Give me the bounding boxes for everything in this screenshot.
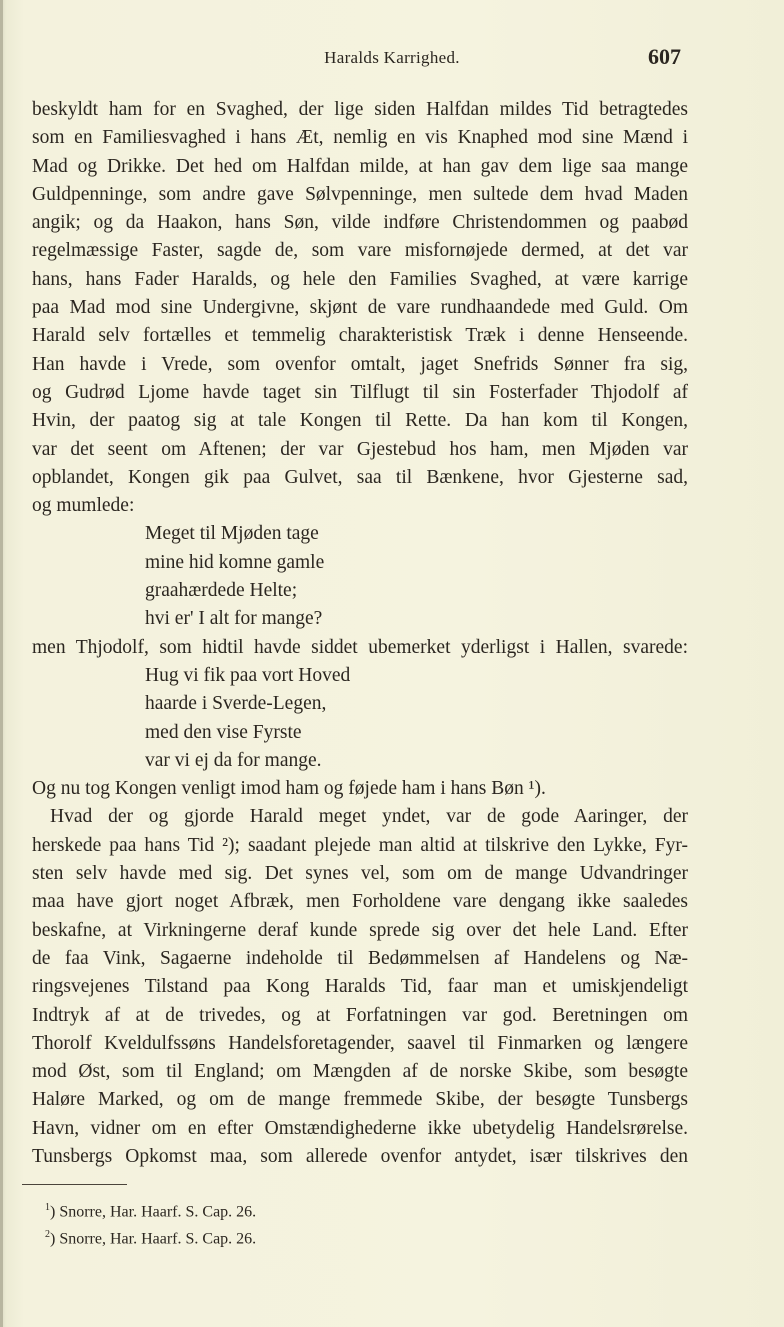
verse-line: var vi ej da for mange.	[145, 749, 322, 771]
footnote-mark: 2	[45, 1229, 50, 1240]
text-line: paa Mad mod sine Undergivne, skjønt de vare rundhaandede med Guld. Om	[32, 297, 688, 319]
text-line: ringsvejenes Tilstand paa Kong Haralds Tid, faar man et umiskjendeligt	[32, 976, 688, 998]
page-number: 607	[648, 44, 681, 69]
text-line: var det seent om Aftenen; der var Gjestebud hos ham, men Mjøden var	[32, 438, 688, 460]
text-line: Guldpenninge, som andre gave Sølvpenninge, men sultede dem hvad Maden	[32, 183, 688, 205]
footnote-text: ) Snorre, Har. Haarf. S. Cap. 26.	[50, 1203, 257, 1221]
text-line: Thorolf Kveldulfssøns Handelsforetagender, saavel til Finmarken og længere	[32, 1032, 688, 1054]
footnote-2	[45, 1229, 256, 1248]
text-line: sten selv havde med sig. Det synes vel, som om de mange Udvandringer	[32, 863, 688, 885]
text-line: mod Øst, som til England; om Mængden af de norske Skibe, som besøgte	[32, 1061, 688, 1083]
text-line: som en Familiesvaghed i hans Æt, nemlig en vis Knaphed mod sine Mænd i	[32, 127, 688, 149]
verse-line: haarde i Sverde-Legen,	[145, 693, 327, 715]
footnote-mark: 1	[45, 1202, 50, 1213]
verse-line: med den vise Fyrste	[145, 721, 302, 743]
footnote-divider	[22, 1184, 127, 1185]
verse-line: hvi er' I alt for mange?	[145, 608, 323, 630]
text-line: de faa Vink, Sagaerne indeholde til Bedømmelsen af Handelens og Næ-	[32, 947, 688, 969]
text-line: Tunsbergs Opkomst maa, som allerede ovenfor antydet, især tilskrives den	[32, 1145, 688, 1167]
text-line: angik; og da Haakon, hans Søn, vilde indføre Christendommen og paabød	[32, 212, 688, 234]
text-line: og Gudrød Ljome havde taget sin Tilflugt til sin Fosterfader Thjodolf af	[32, 381, 688, 403]
running-head: Haralds Karrighed.	[324, 48, 460, 67]
text-line: Haløre Marked, og om de mange fremmede Skibe, der besøgte Tunsbergs	[32, 1089, 688, 1111]
text-line: opblandet, Kongen gik paa Gulvet, saa til Bænkene, hvor Gjesterne sad,	[32, 466, 688, 488]
text-line: Hvin, der paatog sig at tale Kongen til Rette. Da han kom til Kongen,	[32, 410, 688, 432]
text-line: beskafne, at Virkningerne deraf kunde sprede sig over det hele Land. Efter	[32, 919, 688, 941]
text-line: og mumlede:	[32, 495, 135, 517]
body-text	[32, 96, 688, 1171]
text-line: Og nu tog Kongen venligt imod ham og føjede ham i hans Bøn ¹).	[32, 778, 546, 800]
text-line: Havn, vidner om en efter Omstændighederne ikke ubetydelig Handelsrørelse.	[32, 1117, 688, 1139]
text-line: herskede paa hans Tid ²); saadant plejede man altid at tilskrive den Lykke, Fyr-	[32, 834, 688, 856]
verse-line: Meget til Mjøden tage	[145, 523, 319, 545]
footnote-1	[45, 1202, 256, 1221]
text-line: Mad og Drikke. Det hed om Halfdan milde, at han gav dem lige saa mange	[32, 155, 688, 177]
text-line: men Thjodolf, som hidtil havde siddet ubemerket yderligst i Hallen, svarede:	[32, 636, 688, 658]
text-line: maa have gjort noget Afbræk, men Forholdene vare dengang ikke saaledes	[32, 891, 688, 913]
verse-line: mine hid komne gamle	[145, 551, 325, 573]
text-line: regelmæssige Faster, sagde de, som vare misfornøjede dermed, at det var	[32, 240, 688, 262]
text-line: Indtryk af at de trivedes, og at Forfatningen var god. Beretningen om	[32, 1004, 688, 1026]
page-edge	[0, 0, 3, 1327]
text-line: hans, hans Fader Haralds, og hele den Families Svaghed, at være karrige	[32, 268, 688, 290]
text-line: Hvad der og gjorde Harald meget yndet, var de gode Aaringer, der	[50, 806, 688, 828]
footnote-text: ) Snorre, Har. Haarf. S. Cap. 26.	[50, 1230, 257, 1248]
text-line: Harald selv fortælles et temmelig charakteristisk Træk i denne Henseende.	[32, 325, 688, 347]
text-line: beskyldt ham for en Svaghed, der lige siden Halfdan mildes Tid betragtedes	[32, 99, 688, 120]
text-line: Han havde i Vrede, som ovenfor omtalt, jaget Snefrids Sønner fra sig,	[32, 353, 688, 375]
verse-line: graahærdede Helte;	[145, 580, 298, 602]
verse-line: Hug vi fik paa vort Hoved	[145, 664, 351, 686]
